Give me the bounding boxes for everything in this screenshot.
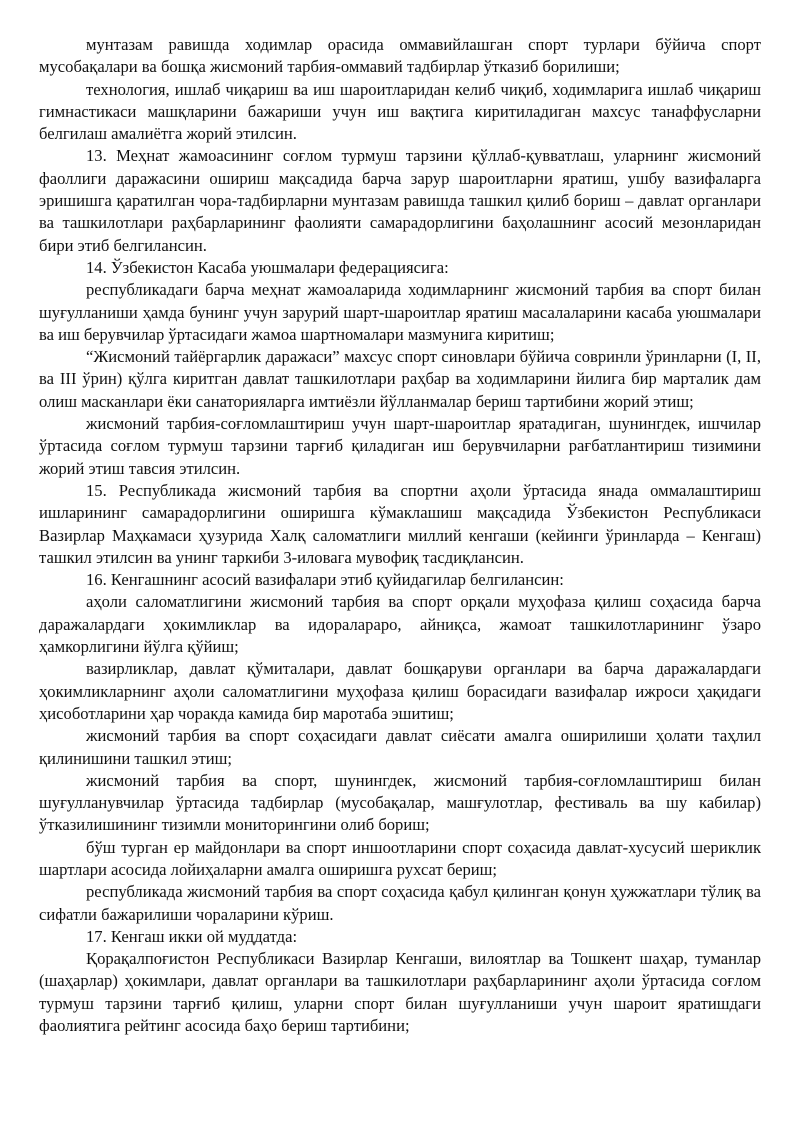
paragraph: бўш турган ер майдонлари ва спорт иншоотларини спорт соҳасида давлат-хусусий шериклик шартлари асосида лойиҳаларни амалга оширишга рухсат бериш; [39,837,761,879]
paragraph: вазирликлар, давлат қўмиталари, давлат бошқаруви органлари ва барча даражалардаги ҳокимликларнинг аҳоли саломатлигини муҳофаза қилиш борасидаги вазифалар ижроси ҳақидаги ҳисоботларини ҳар чоракда камида бир маротаба эшитиш; [39,659,761,723]
paragraph: республикадаги барча меҳнат жамоаларида ходимларнинг жисмоний тарбия ва спорт билан шуғулланиши ҳамда бунинг учун зарурий шарт-шароитлар яратиш масалаларини касаба уюшмалари ва иш берувчилар ўртасидаги жамоа шартномалари мазмунига киритиш; [39,280,761,344]
paragraph: мунтазам равишда ходимлар орасида оммавийлашган спорт турлари бўйича спорт мусобақалари ва бошқа жисмоний тарбия-оммавий тадбирлар ўтказиб борилиши; [39,35,761,77]
paragraph: технология, ишлаб чиқариш ва иш шароитларидан келиб чиқиб, ходимларига ишлаб чиқариш гимнастикаси машқларини бажариши учун иш вақтига киритиладиган махсус танаффусларни белгилаш амалиётга жорий этилсин. [39,79,761,144]
paragraph-item-16-heading: 16. Кенгашнинг асосий вазифалари этиб қуйидагилар белгилансин: [86,570,564,590]
paragraph: республикада жисмоний тарбия ва спорт соҳасида қабул қилинган қонун ҳужжатлари тўлиқ ва сифатли бажарилиши чораларини кўриш. [39,882,761,924]
document-page [39,34,761,1037]
paragraph-item-15: 15. Республикада жисмоний тарбия ва спортни аҳоли ўртасида янада оммалаштириш ишларининг самарадорлигини оширишга кўмаклашиш мақсадида Ўзбекистон Республикаси Вазирлар Маҳкамаси ҳузурида Халқ саломатлиги миллий кенгаши (кейинги ўринларда – Кенгаш) ташкил этилсин ва унинг таркиби 3-иловага мувофиқ тасдиқлансин. [39,480,761,567]
paragraph-item-17-heading: 17. Кенгаш икки ой муддатда: [86,926,298,946]
paragraph: жисмоний тарбия ва спорт соҳасидаги давлат сиёсати амалга оширилиши ҳолати таҳлил қилинишини ташкил этиш; [39,726,761,768]
paragraph: “Жисмоний тайёргарлик даражаси” махсус спорт синовлари бўйича совринли ўринларни (I, II, ва III ўрин) қўлга киритган давлат ташкилотлари раҳбар ва ходимларини йилига бир марталик дам олиш масканлари ёки санаторияларга имтиёзли йўлланмалар бериш тартибини жорий этиш; [39,347,761,411]
paragraph: аҳоли саломатлигини жисмоний тарбия ва спорт орқали муҳофаза қилиш соҳасида барча даражалардаги ҳокимликлар ва идоралараро, айниқса, жамоат ташкилотларининг ўзаро ҳамкорлигини йўлга қўйиш; [39,592,761,657]
paragraph-item-13: 13. Меҳнат жамоасининг соғлом турмуш тарзини қўллаб-қувватлаш, уларнинг жисмоний фаоллиги даражасини ошириш мақсадида барча зарур шароитларни яратиш, ушбу вазифаларга эришишга қаратилган чора-тадбирларни мунтазам равишда ташкил қилиб бориш – давлат органлари ва ташкилотлари раҳбарларининг фаолияти самарадорлигини баҳолашнинг асосий мезонларидан бири этиб белгилансин. [39,146,761,255]
paragraph-item-14-heading: 14. Ўзбекистон Касаба уюшмалари федерациясига: [86,257,449,277]
paragraph: Қорақалпоғистон Республикаси Вазирлар Кенгаши, вилоятлар ва Тошкент шаҳар, туманлар (шаҳарлар) ҳокимлари, давлат органлари ва ташкилотлари раҳбарларининг аҳоли ўртасида соғлом турмуш тарзини тарғиб қилиш, уларни спорт билан шуғулланиши учун шароит яратишдаги фаолиятига рейтинг асосида баҳо бериш тартибини; [39,949,761,1036]
paragraph: жисмоний тарбия-соғломлаштириш учун шарт-шароитлар яратадиган, шунингдек, ишчилар ўртасида соғлом турмуш тарзини тарғиб қиладиган иш берувчиларни рағбатлантириш тизимини жорий этиш тавсия этилсин. [39,414,761,478]
paragraph: жисмоний тарбия ва спорт, шунингдек, жисмоний тарбия-соғломлаштириш билан шуғулланувчилар ўртасида тадбирлар (мусобақалар, машғулотлар, фестиваль ва шу кабилар) ўтказилишининг тизимли мониторингини олиб бориш; [39,770,761,835]
